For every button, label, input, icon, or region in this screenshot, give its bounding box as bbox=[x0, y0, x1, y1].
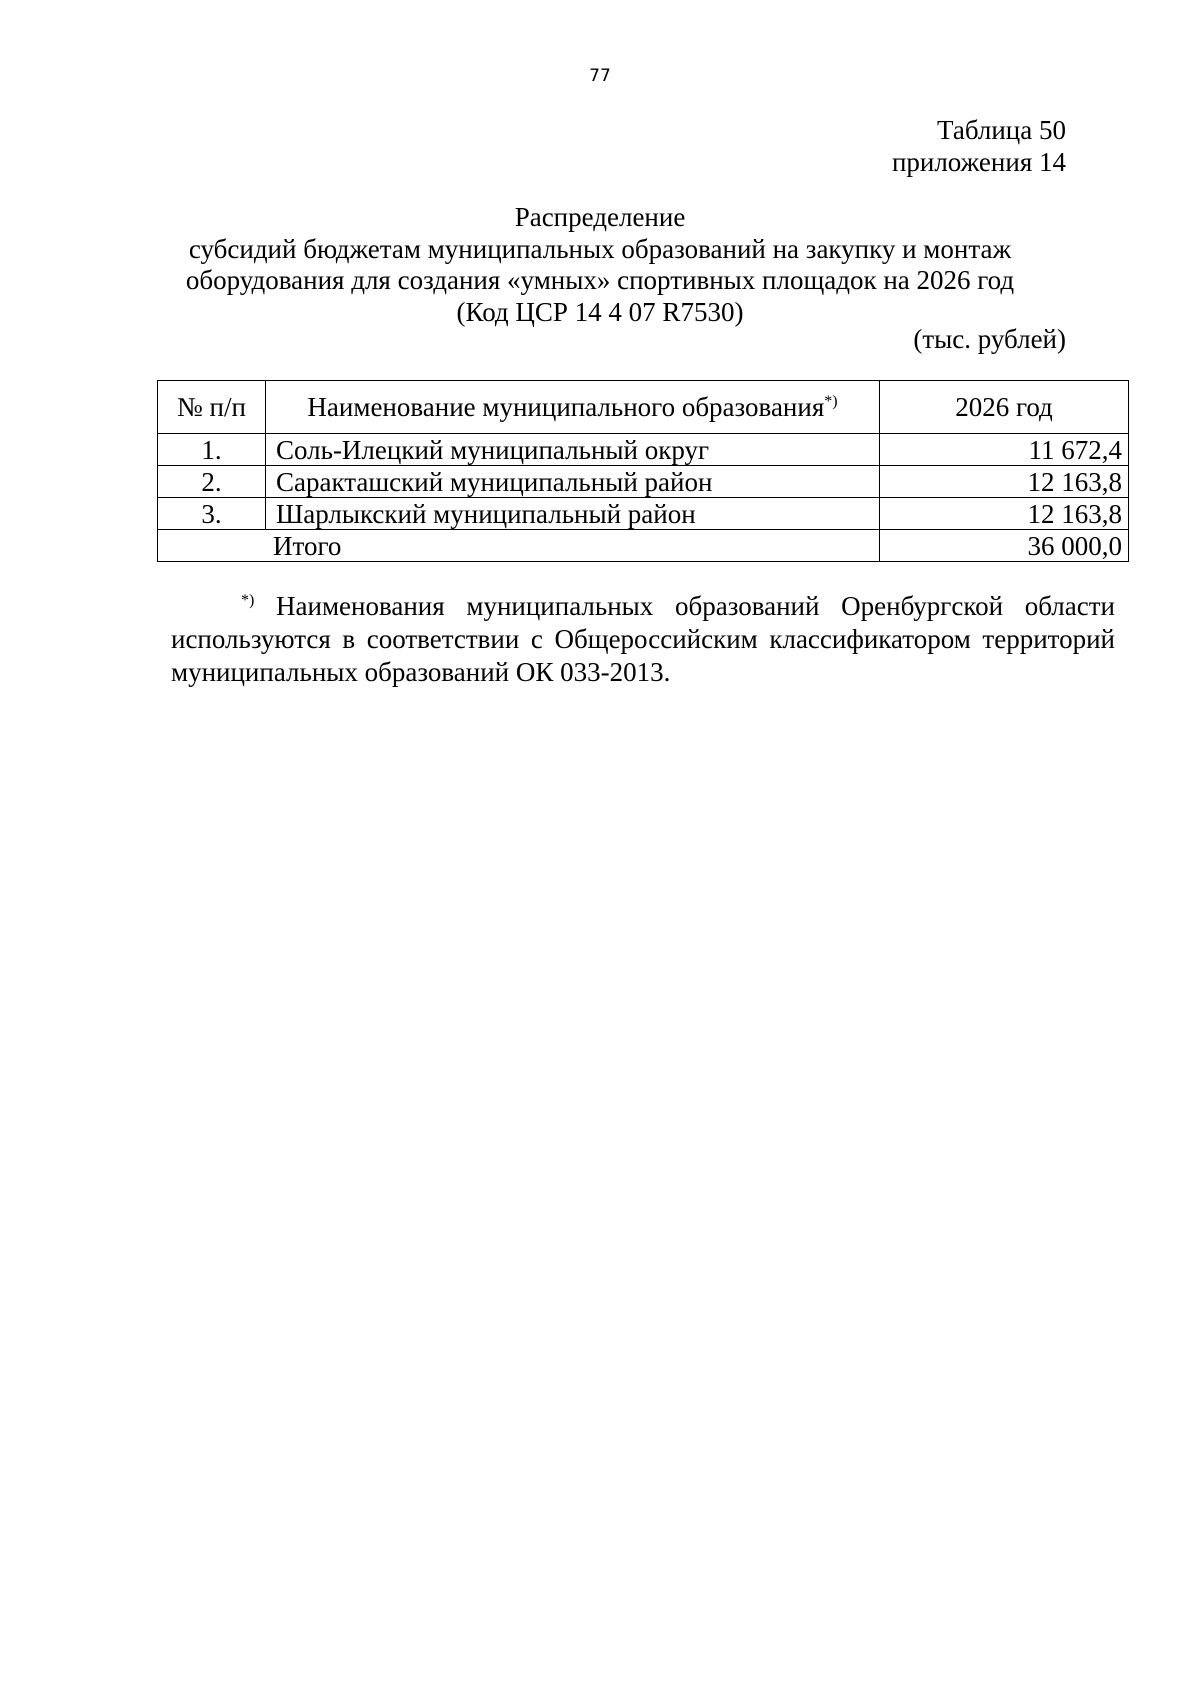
row-number: 2. bbox=[158, 466, 266, 498]
header-number: № п/п bbox=[158, 381, 266, 434]
table-reference-number: Таблица 50 bbox=[937, 115, 1066, 145]
row-amount: 11 672,4 bbox=[880, 434, 1129, 466]
footnote bbox=[171, 590, 1115, 689]
total-label: Итого bbox=[158, 530, 880, 562]
row-number: 3. bbox=[158, 498, 266, 530]
title-line-3: оборудования для создания «умных» спортивных площадок на 2026 год bbox=[185, 265, 1015, 295]
page-number: 77 bbox=[589, 66, 611, 86]
title-line-2: субсидий бюджетам муниципальных образований на закупку и монтаж bbox=[188, 233, 1012, 264]
row-municipality: Шарлыкский муниципальный район bbox=[266, 498, 880, 530]
header-year: 2026 год bbox=[880, 381, 1129, 434]
row-amount: 12 163,8 bbox=[880, 498, 1129, 530]
document-title bbox=[0, 202, 1200, 328]
footnote-mark: *) bbox=[241, 592, 255, 609]
footnote-text: Наименования муниципальных образований Оренбургской области используются в соответствии с Общероссийским классификатором территорий муниципальных образований ОК 033-2013. bbox=[171, 591, 1115, 687]
row-municipality: Соль-Илецкий муниципальный округ bbox=[266, 434, 880, 466]
table-header-row bbox=[158, 381, 1129, 434]
table-row bbox=[158, 466, 1129, 498]
header-footnote-mark: *) bbox=[824, 393, 838, 410]
table-reference bbox=[892, 114, 1066, 178]
header-municipality bbox=[266, 381, 880, 434]
total-amount: 36 000,0 bbox=[880, 530, 1129, 562]
subsidy-table bbox=[157, 380, 1129, 562]
table-reference-appendix: приложения 14 bbox=[891, 147, 1066, 177]
row-municipality: Саракташский муниципальный район bbox=[266, 466, 880, 498]
units-label: (тыс. рублей) bbox=[913, 324, 1066, 354]
row-amount: 12 163,8 bbox=[880, 466, 1129, 498]
title-line-4: (Код ЦСР 14 4 07 R7530) bbox=[456, 296, 744, 327]
header-municipality-label: Наименование муниципального образования bbox=[307, 392, 825, 422]
total-row bbox=[158, 530, 1129, 562]
row-number: 1. bbox=[158, 434, 266, 466]
table-row bbox=[158, 498, 1129, 530]
title-line-1: Распределение bbox=[514, 202, 686, 232]
table-row bbox=[158, 434, 1129, 466]
